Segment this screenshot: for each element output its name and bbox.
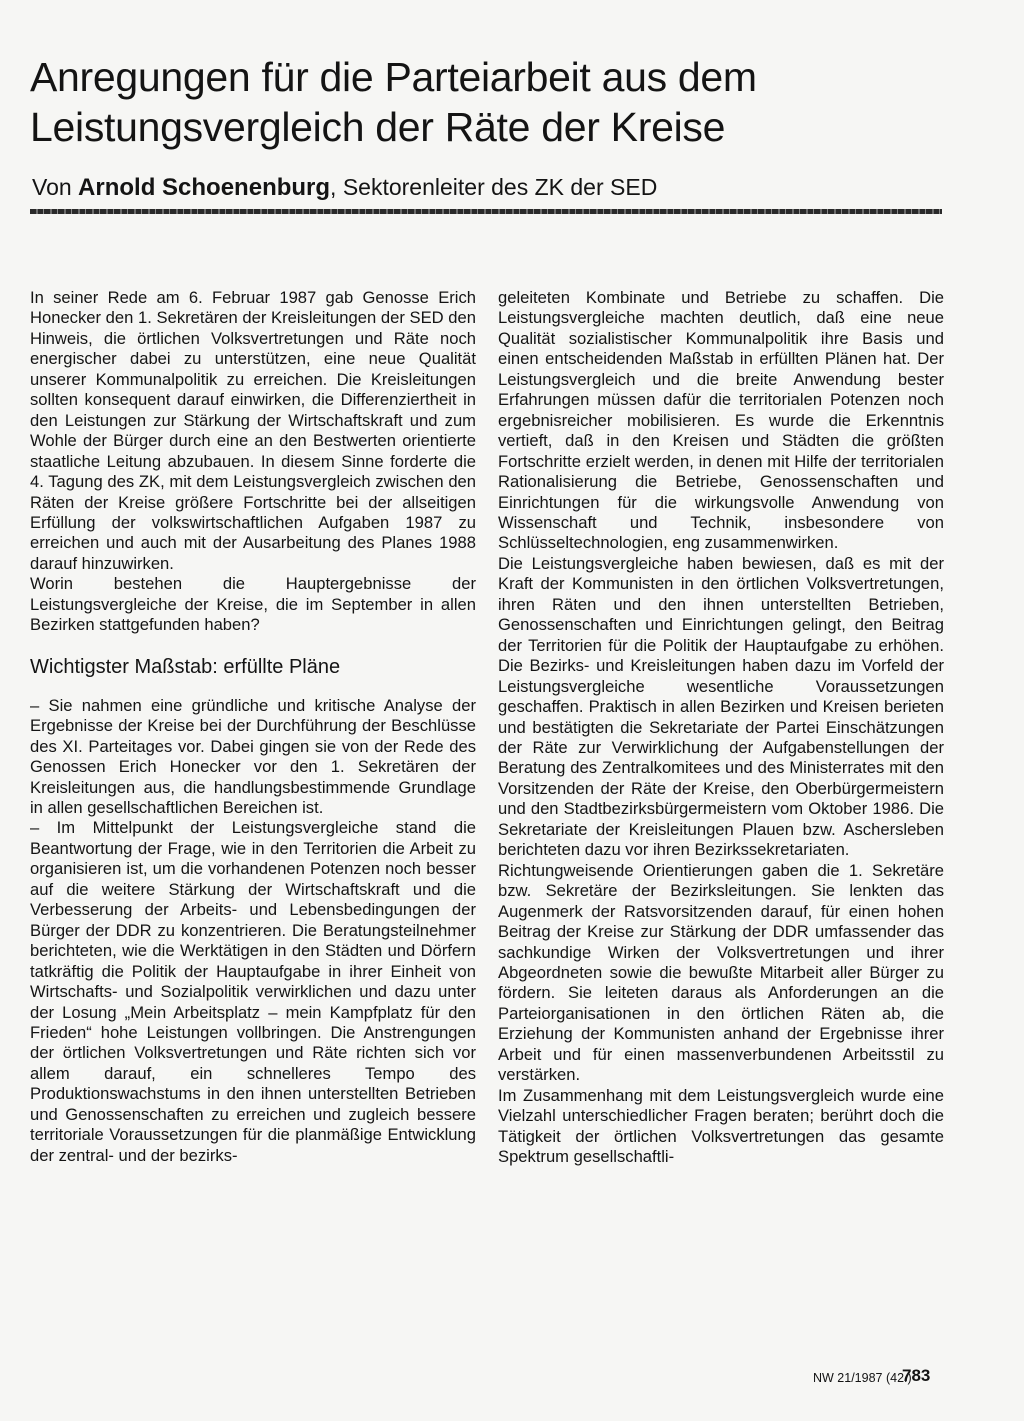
body-paragraph: Die Leistungsvergleiche haben bewiesen, daß es mit der Kraft der Kommunisten in den örtlichen Volksvertretungen, ihren Räten und den ihnen unterstellten Betrieben, Genossenschaften und Einrichtungen gelingt, den Beitrag der Territorien für die Politik der Hauptaufgabe zu erhöhen. Die Bezirks- und Kreisleitungen haben dazu im Vorfeld der Leistungsvergleiche wesentliche Voraussetzungen geschaffen. Praktisch in allen Bezirken und Kreisen berieten und bestätigten die Sekretariate der Partei Einschätzungen der Räte zur Verwirklichung der Aufgabenstellungen der Beratung des Zentralkomitees und des Ministerrates mit den Vorsitzenden der Räte der Kreise, den Oberbürgermeistern und den Stadtbezirksbürgermeistern vom Oktober 1986. Die Sekretariate der Kreisleitungen Plauen bzw. Aschersleben berichteten dazu vor ihren Bezirkssekretariaten. [498, 553, 944, 860]
article-title [30, 52, 990, 152]
byline-prefix: Von [32, 174, 79, 200]
title-line-2: Leistungsvergleich der Räte der Kreise [30, 104, 726, 150]
author-name: Arnold Schoenenburg [78, 174, 331, 201]
section-subheading: Wichtigster Maßstab: erfüllte Pläne [30, 655, 341, 678]
intro-question: Worin bestehen die Hauptergebnisse der Leistungsvergleiche der Kreise, die im September in allen Bezirken stattgefunden haben? [30, 574, 476, 635]
author-role: , Sektorenleiter des ZK der SED [330, 174, 658, 200]
byline [32, 172, 657, 203]
issue-reference: NW 21/1987 (42.) [813, 1371, 912, 1385]
page-number: 783 [902, 1366, 931, 1385]
title-line-1: Anregungen für die Parteiarbeit aus dem [30, 54, 757, 100]
body-paragraph: – Sie nahmen eine gründliche und kritische Analyse der Ergebnisse der Kreise bei der Durchführung der Beschlüsse des XI. Parteitages vor. Dabei gingen sie von der Rede des Genossen Erich Honecker vor den 1. Sekretären der Kreisleitungen aus, die handlungsbestimmende Grundlage in allen gesellschaftlichen Bereichen ist. [30, 695, 476, 817]
right-column [498, 288, 944, 1167]
body-paragraph: Richtungweisende Orientierungen gaben die 1. Sekretäre bzw. Sekretäre der Bezirksleitungen. Sie lenkten das Augenmerk der Ratsvorsitzenden darauf, für einen hohen Beitrag der Kreise zur Stärkung der DDR umfassender das sachkundige Wirken der Volksvertretungen und ihrer Abgeordneten sowie die bewußte Mitarbeit aller Bürger zu fördern. Sie leiteten daraus als Anforderungen an die Parteiorganisationen in den örtlichen Räten ab, die Erziehung der Kommunisten anhand der Ergebnisse ihrer Arbeit und für einen massenverbundenen Arbeitsstil zu verstärken. [498, 860, 944, 1085]
body-paragraph: Im Zusammenhang mit dem Leistungsvergleich wurde eine Vielzahl unterschiedlicher Fragen beraten; berührt doch die Tätigkeit der örtlichen Volksvertretungen das gesamte Spektrum gesellschaftli- [498, 1085, 944, 1167]
body-paragraph: – Im Mittelpunkt der Leistungsvergleiche stand die Beantwortung der Frage, wie in den Territorien die Arbeit zu organisieren ist, um die vorhandenen Potenzen noch besser auf die weitere Stärkung der Wirtschaftskraft und die Verbesserung der Arbeits- und Lebensbedingungen der Bürger der DDR zu konzentrieren. Die Beratungsteilnehmer berichteten, wie die Werktätigen in den Städten und Dörfern tatkräftig die Politik der Hauptaufgabe in ihrer Einheit von Wirtschafts- und Sozialpolitik verwirklichen und dazu unter der Losung „Mein Arbeitsplatz – mein Kampfplatz für den Frieden“ hohe Leistungen vollbringen. Die Anstrengungen der örtlichen Volksvertretungen und Räte richten sich vor allem darauf, ein schnelleres Tempo des Produktionswachstums in den ihnen unterstellten Betrieben und Genossenschaften zu erreichen und zugleich bessere territoriale Voraussetzungen für die planmäßige Entwicklung der zentral- und der bezirks- [30, 818, 476, 1165]
left-column [30, 288, 476, 1166]
intro-paragraph: In seiner Rede am 6. Februar 1987 gab Genosse Erich Honecker den 1. Sekretären der Kreisleitungen der SED den Hinweis, die örtlichen Volksvertretungen und Räte noch energischer dabei zu unterstützen, eine neue Qualität unserer Kommunalpolitik zu erreichen. Die Kreisleitungen sollten konsequent darauf einwirken, die Differenziertheit in den Leistungen zur Stärkung der Wirtschaftskraft und zum Wohle der Bürger durch eine an den Bestwerten orientierte staatliche Leitung abzubauen. In diesem Sinne forderte die 4. Tagung des ZK, mit dem Leistungsvergleich zwischen den Räten der Kreise größere Fortschritte bei der allseitigen Erfüllung der volkswirtschaftlichen Aufgaben 1987 zu erreichen und auch mit der Ausarbeitung des Planes 1988 darauf hinzuwirken. [30, 288, 476, 573]
body-paragraph: geleiteten Kombinate und Betriebe zu schaffen. Die Leistungsvergleiche machten deutlich, daß eine neue Qualität sozialistischer Kommunalpolitik ihre Basis und einen entscheidenden Maßstab in erfüllten Plänen hat. Der Leistungsvergleich und die breite Anwendung bester Erfahrungen müssen dafür die territorialen Potenzen noch ergebnisreicher mobilisieren. Es wurde die Erkenntnis vertieft, daß in den Kreisen und Städten die größten Fortschritte erzielt werden, in denen mit Hilfe der territorialen Rationalisierung die Betriebe, Genossenschaften und Einrichtungen für die wirkungsvolle Anwendung von Wissenschaft und Technik, insbesondere von Schlüsseltechnologien, eng zusammenwirken. [498, 288, 944, 553]
header-rule [30, 209, 942, 214]
